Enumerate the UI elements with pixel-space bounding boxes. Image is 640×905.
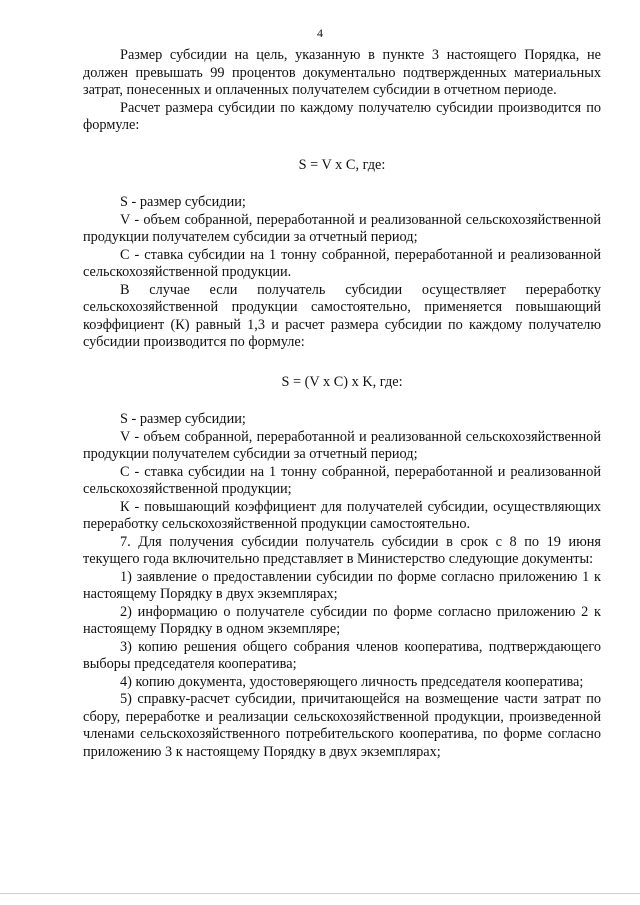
formula-with-coefficient: S = (V x C) x K, где: bbox=[281, 373, 403, 390]
formula-basic: S = V x C, где: bbox=[298, 156, 386, 173]
list-item-3: 3) копию решения общего собрания членов кооператива, подтверждающего выборы председателя кооператива; bbox=[83, 638, 601, 672]
paragraph-processing-coefficient: В случае если получатель субсидии осуществляет переработку сельскохозяйственной продукции самостоятельно, применяется повышающий коэффициент (К) равный 1,3 и расчет размера субсидии по каждому получателю субсидии производится по формуле: bbox=[83, 281, 601, 350]
definition-v-2: V - объем собранной, переработанной и реализованной сельскохозяйственной продукции получателем субсидии за отчетный период; bbox=[83, 428, 601, 462]
paragraph-item-7: 7. Для получения субсидии получатель субсидии в срок с 8 по 19 июня текущего года включительно представляет в Министерство следующие документы: bbox=[83, 533, 601, 567]
paragraph-subsidy-limit: Размер субсидии на цель, указанную в пункте 3 настоящего Порядка, не должен превышать 99 процентов документально подтвержденных материальных затрат, понесенных и оплаченных получателем субсидии в отчетном периоде. bbox=[83, 47, 601, 98]
list-item-1: 1) заявление о предоставлении субсидии по форме согласно приложению 1 к настоящему Порядку в двух экземплярах; bbox=[83, 568, 601, 602]
definition-s-2: S - размер субсидии; bbox=[120, 411, 246, 427]
list-item-2: 2) информацию о получателе субсидии по форме согласно приложению 2 к настоящему Порядку в одном экземпляре; bbox=[83, 603, 601, 637]
list-item-4: 4) копию документа, удостоверяющего личность председателя кооператива; bbox=[120, 673, 584, 690]
paragraph-calculation-intro: Расчет размера субсидии по каждому получателю субсидии производится по формуле: bbox=[83, 99, 601, 133]
list-item-5: 5) справку-расчет субсидии, причитающейся на возмещение части затрат по сбору, переработке и реализации сельскохозяйственной продукции, произведенной членами сельскохозяйственного потребительского кооператива, по форме согласно приложению 3 к настоящему Порядку в двух экземплярах; bbox=[83, 691, 601, 760]
document-body bbox=[83, 47, 601, 761]
page-bottom-edge bbox=[0, 893, 640, 894]
definition-v: V - объем собранной, переработанной и реализованной сельскохозяйственной продукции получателем субсидии за отчетный период; bbox=[83, 211, 601, 245]
definition-k: К - повышающий коэффициент для получателей субсидии, осуществляющих переработку сельскохозяйственной продукции самостоятельно. bbox=[83, 498, 601, 532]
definition-c-2: C - ставка субсидии на 1 тонну собранной, переработанной и реализованной сельскохозяйственной продукции; bbox=[83, 463, 601, 497]
definition-s: S - размер субсидии; bbox=[120, 194, 246, 210]
page-number: 4 bbox=[317, 26, 323, 40]
definition-c: C - ставка субсидии на 1 тонну собранной, переработанной и реализованной сельскохозяйственной продукции. bbox=[83, 246, 601, 280]
